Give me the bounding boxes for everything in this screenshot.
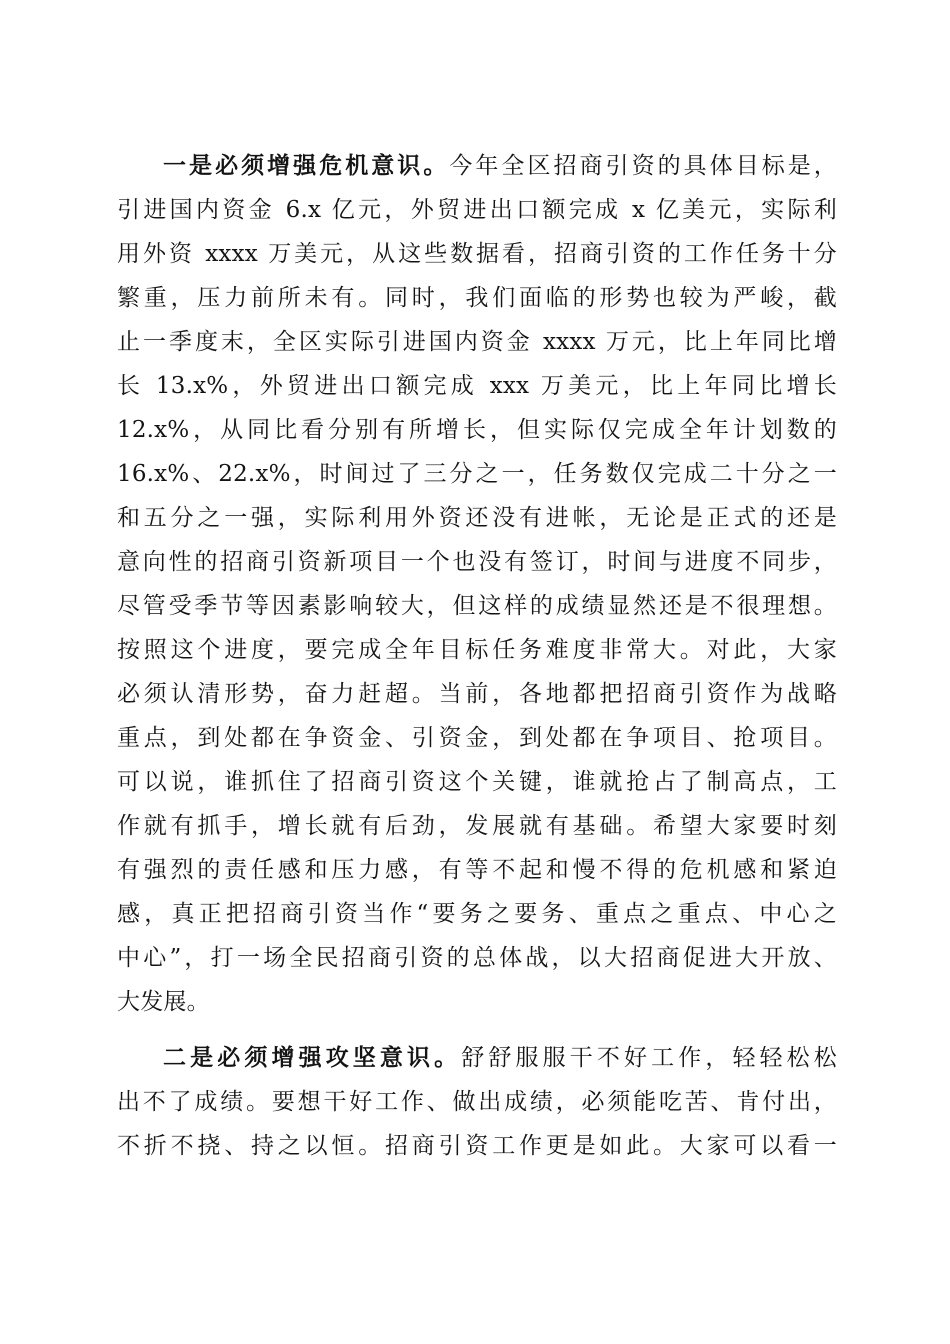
paragraph-1-line-1-text: 今年全区招商引资的具体目标是，	[449, 153, 838, 179]
paragraph-1-heading: 一是必须增强危机意识。	[163, 153, 450, 179]
paragraph-1-line-19: 中心”，打一场全民招商引资的总体战，以大招商促进大开放、	[117, 945, 837, 971]
paragraph-1-line-12: 按照这个进度，要完成全年目标任务难度非常大。对此，大家	[117, 637, 837, 663]
paragraph-1-line-11: 尽管受季节等因素影响较大，但这样的成绩显然还是不很理想。	[117, 593, 837, 619]
paragraph-1-line-3: 用外资 xxxx 万美元，从这些数据看，招商引资的工作任务十分	[117, 241, 837, 267]
paragraph-1-line-16: 作就有抓手，增长就有后劲，发展就有基础。希望大家要时刻	[117, 813, 837, 839]
paragraph-1-line-18: 感，真正把招商引资当作“要务之要务、重点之重点、中心之	[117, 901, 837, 927]
paragraph-1-line-8: 16.x%、22.x%，时间过了三分之一，任务数仅完成二十分之一	[117, 461, 837, 487]
paragraph-2-line-3: 不折不挠、持之以恒。招商引资工作更是如此。大家可以看一	[117, 1133, 837, 1159]
paragraph-1-line-9: 和五分之一强，实际利用外资还没有进帐，无论是正式的还是	[117, 505, 837, 531]
paragraph-1-line-17: 有强烈的责任感和压力感，有等不起和慢不得的危机感和紧迫	[117, 857, 837, 883]
paragraph-1-line-2: 引进国内资金 6.x 亿元，外贸进出口额完成 x 亿美元，实际利	[117, 197, 837, 223]
paragraph-2-heading: 二是必须增强攻坚意识。	[163, 1045, 462, 1071]
paragraph-1-line-6: 长 13.x%，外贸进出口额完成 xxx 万美元，比上年同比增长	[117, 373, 837, 399]
paragraph-2-line-1-text: 舒舒服服干不好工作，轻轻松松	[461, 1045, 837, 1071]
paragraph-1-line-10: 意向性的招商引资新项目一个也没有签订，时间与进度不同步，	[117, 549, 837, 575]
paragraph-1-line-14: 重点，到处都在争资金、引资金，到处都在争项目、抢项目。	[117, 725, 837, 751]
paragraph-1-first-line	[163, 146, 837, 186]
paragraph-1-line-4: 繁重，压力前所未有。同时，我们面临的形势也较为严峻，截	[117, 285, 837, 311]
paragraph-1-line-20: 大发展。	[117, 989, 210, 1015]
paragraph-2-first-line	[163, 1038, 837, 1078]
paragraph-1-line-13: 必须认清形势，奋力赶超。当前，各地都把招商引资作为战略	[117, 681, 837, 707]
paragraph-2-line-2: 出不了成绩。要想干好工作、做出成绩，必须能吃苦、肯付出，	[117, 1089, 837, 1115]
paragraph-1-line-15: 可以说，谁抓住了招商引资这个关键，谁就抢占了制高点，工	[117, 769, 837, 795]
paragraph-1-line-7: 12.x%，从同比看分别有所增长，但实际仅完成全年计划数的	[117, 417, 837, 443]
paragraph-1-line-5: 止一季度末，全区实际引进国内资金 xxxx 万元，比上年同比增	[117, 329, 837, 355]
